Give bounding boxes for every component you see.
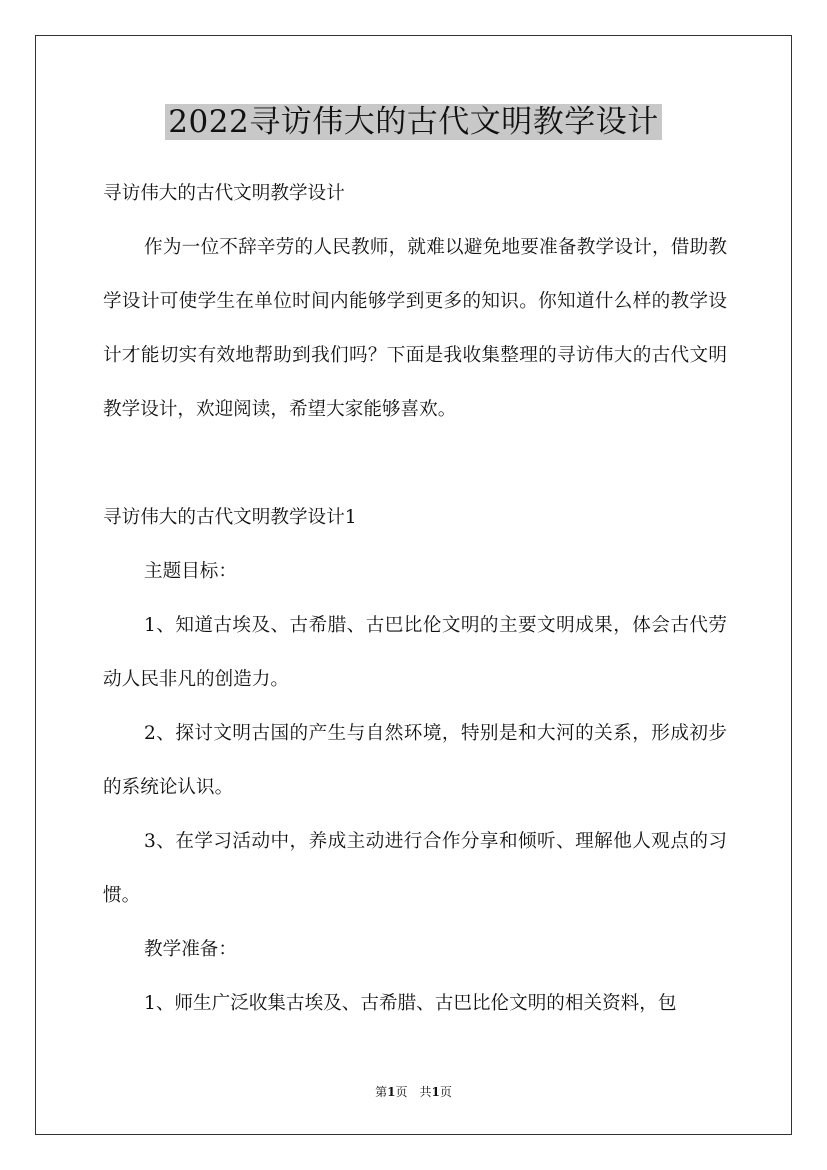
prep-label: 教学准备： [144, 939, 237, 960]
goal-item-1: 1、知道古埃及、古希腊、古巴比伦文明的主要文明成果，体会古代劳动人民非凡的创造力。 [103, 615, 727, 690]
document-title [0, 98, 827, 146]
page-footer [0, 1084, 827, 1100]
goal-item-3: 3、在学习活动中，养成主动进行合作分享和倾听、理解他人观点的习惯。 [103, 831, 727, 906]
intro-paragraph: 作为一位不辞辛劳的人民教师，就难以避免地要准备教学设计，借助教学设计可使学生在单位时间内能够学到更多的知识。你知道什么样的教学设计才能切实有效地帮助到我们吗？下面是我收集整理的寻访伟大的古代文明教学设计，欢迎阅读，希望大家能够喜欢。 [103, 237, 727, 420]
paragraph-spacer [103, 437, 727, 491]
footer-current-page: 1 [387, 1085, 396, 1099]
section-heading: 寻访伟大的古代文明教学设计1 [103, 507, 357, 528]
document-body [103, 167, 727, 1031]
document-title-text: 2022寻访伟大的古代文明教学设计 [165, 104, 661, 140]
footer-page-prefix: 第 [375, 1085, 388, 1099]
document-subtitle: 寻访伟大的古代文明教学设计 [103, 183, 345, 204]
goal-item-2: 2、探讨文明古国的产生与自然环境，特别是和大河的关系，形成初步的系统论认识。 [103, 723, 727, 798]
footer-page-mid: 页 共 [395, 1085, 432, 1099]
footer-total-pages: 1 [431, 1085, 440, 1099]
goal-label: 主题目标： [144, 561, 237, 582]
footer-page-suffix: 页 [439, 1085, 452, 1099]
prep-item-1: 1、师生广泛收集古埃及、古希腊、古巴比伦文明的相关资料，包 [144, 993, 677, 1014]
